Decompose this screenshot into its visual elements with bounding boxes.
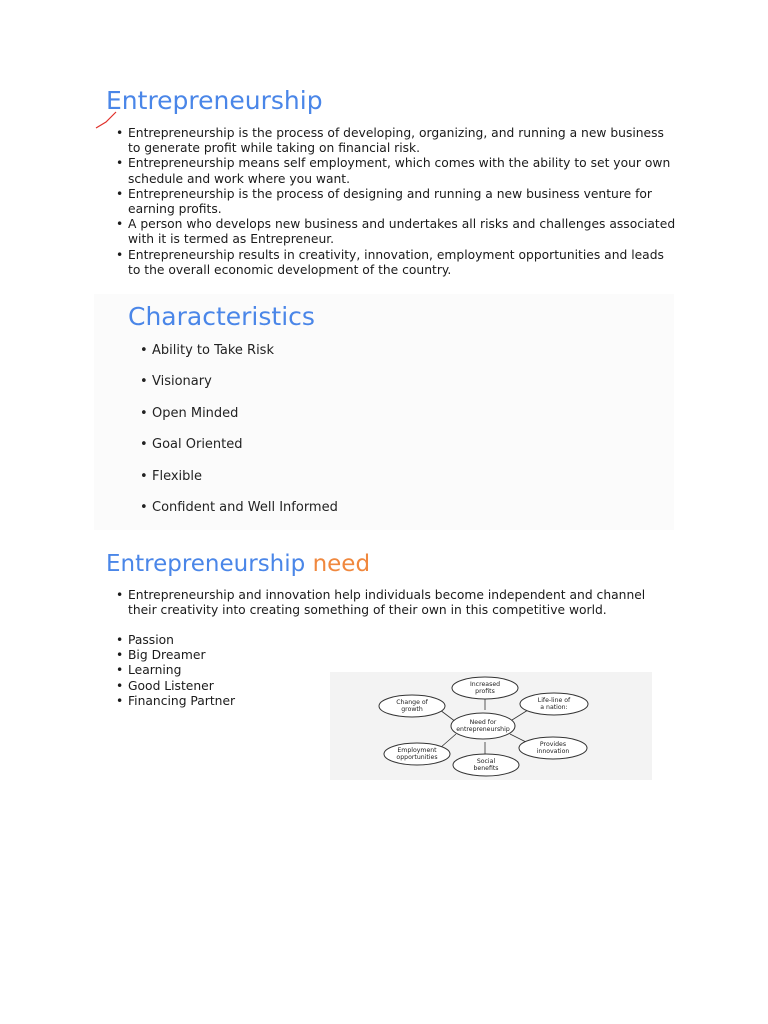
node-text: Life-line of (537, 697, 571, 704)
list-item: • Flexible (140, 468, 338, 499)
section-title-entrepreneurship: Entrepreneurship (106, 86, 323, 115)
node-text: opportunities (396, 754, 438, 761)
node-growth (379, 695, 445, 717)
node-lifeline (520, 693, 588, 715)
node-innovation (519, 737, 587, 759)
need-diagram (330, 672, 652, 780)
list-item: • Entrepreneurship means self employment, which comes with the ability to set your own schedule and work where you want. (116, 156, 676, 186)
node-text: profits (475, 688, 495, 695)
section-title-characteristics: Characteristics (128, 302, 315, 331)
connector (510, 734, 526, 742)
node-text: benefits (473, 765, 499, 772)
connector (440, 734, 456, 748)
node-text: Increased (469, 681, 501, 688)
node-employment (384, 743, 450, 765)
list-item: • Entrepreneurship is the process of developing, organizing, and running a new business to generate profit while taking on financial risk. (116, 126, 676, 156)
red-pen-mark (94, 108, 118, 130)
node-text: Change of (396, 699, 428, 706)
characteristics-list (140, 342, 338, 530)
need-list (116, 633, 235, 709)
list-item: • Confident and Well Informed (140, 499, 338, 530)
list-item: • Learning (116, 663, 235, 678)
list-item: • Entrepreneurship and innovation help individuals become independent and channel their creativity into creating something of their own in this competitive world. (116, 588, 666, 618)
node-text: entrepreneurship (456, 726, 510, 733)
node-text: Social (476, 758, 496, 765)
list-item: • Financing Partner (116, 694, 235, 709)
list-item: • Ability to Take Risk (140, 342, 338, 373)
node-text: Provides (539, 741, 567, 748)
node-text: Employment (397, 747, 437, 754)
node-text: growth (401, 706, 423, 713)
list-item: • Entrepreneurship is the process of designing and running a new business venture for earning profits. (116, 187, 676, 217)
list-item: • Passion (116, 633, 235, 648)
title-accent: need (312, 551, 371, 577)
node-social (453, 754, 519, 776)
list-item: • Big Dreamer (116, 648, 235, 663)
list-item: • Goal Oriented (140, 436, 338, 467)
definition-list (116, 126, 676, 278)
node-text: a nation: (540, 704, 568, 711)
list-item: • A person who develops new business and undertakes all risks and challenges associated with it is termed as Entrepreneur. (116, 217, 676, 247)
connector (512, 710, 528, 720)
node-center (451, 713, 515, 739)
list-item: • Good Listener (116, 679, 235, 694)
list-item: • Visionary (140, 373, 338, 404)
node-text: Need for (469, 719, 497, 726)
list-item: • Entrepreneurship results in creativity, innovation, employment opportunities and leads to the overall economic development of the country. (116, 248, 676, 278)
title-main: Entrepreneurship (106, 551, 306, 577)
node-text: innovation (536, 748, 570, 755)
section-title-need (106, 551, 370, 577)
node-increased-profits (452, 677, 518, 699)
list-item: • Open Minded (140, 405, 338, 436)
need-intro (116, 588, 666, 618)
